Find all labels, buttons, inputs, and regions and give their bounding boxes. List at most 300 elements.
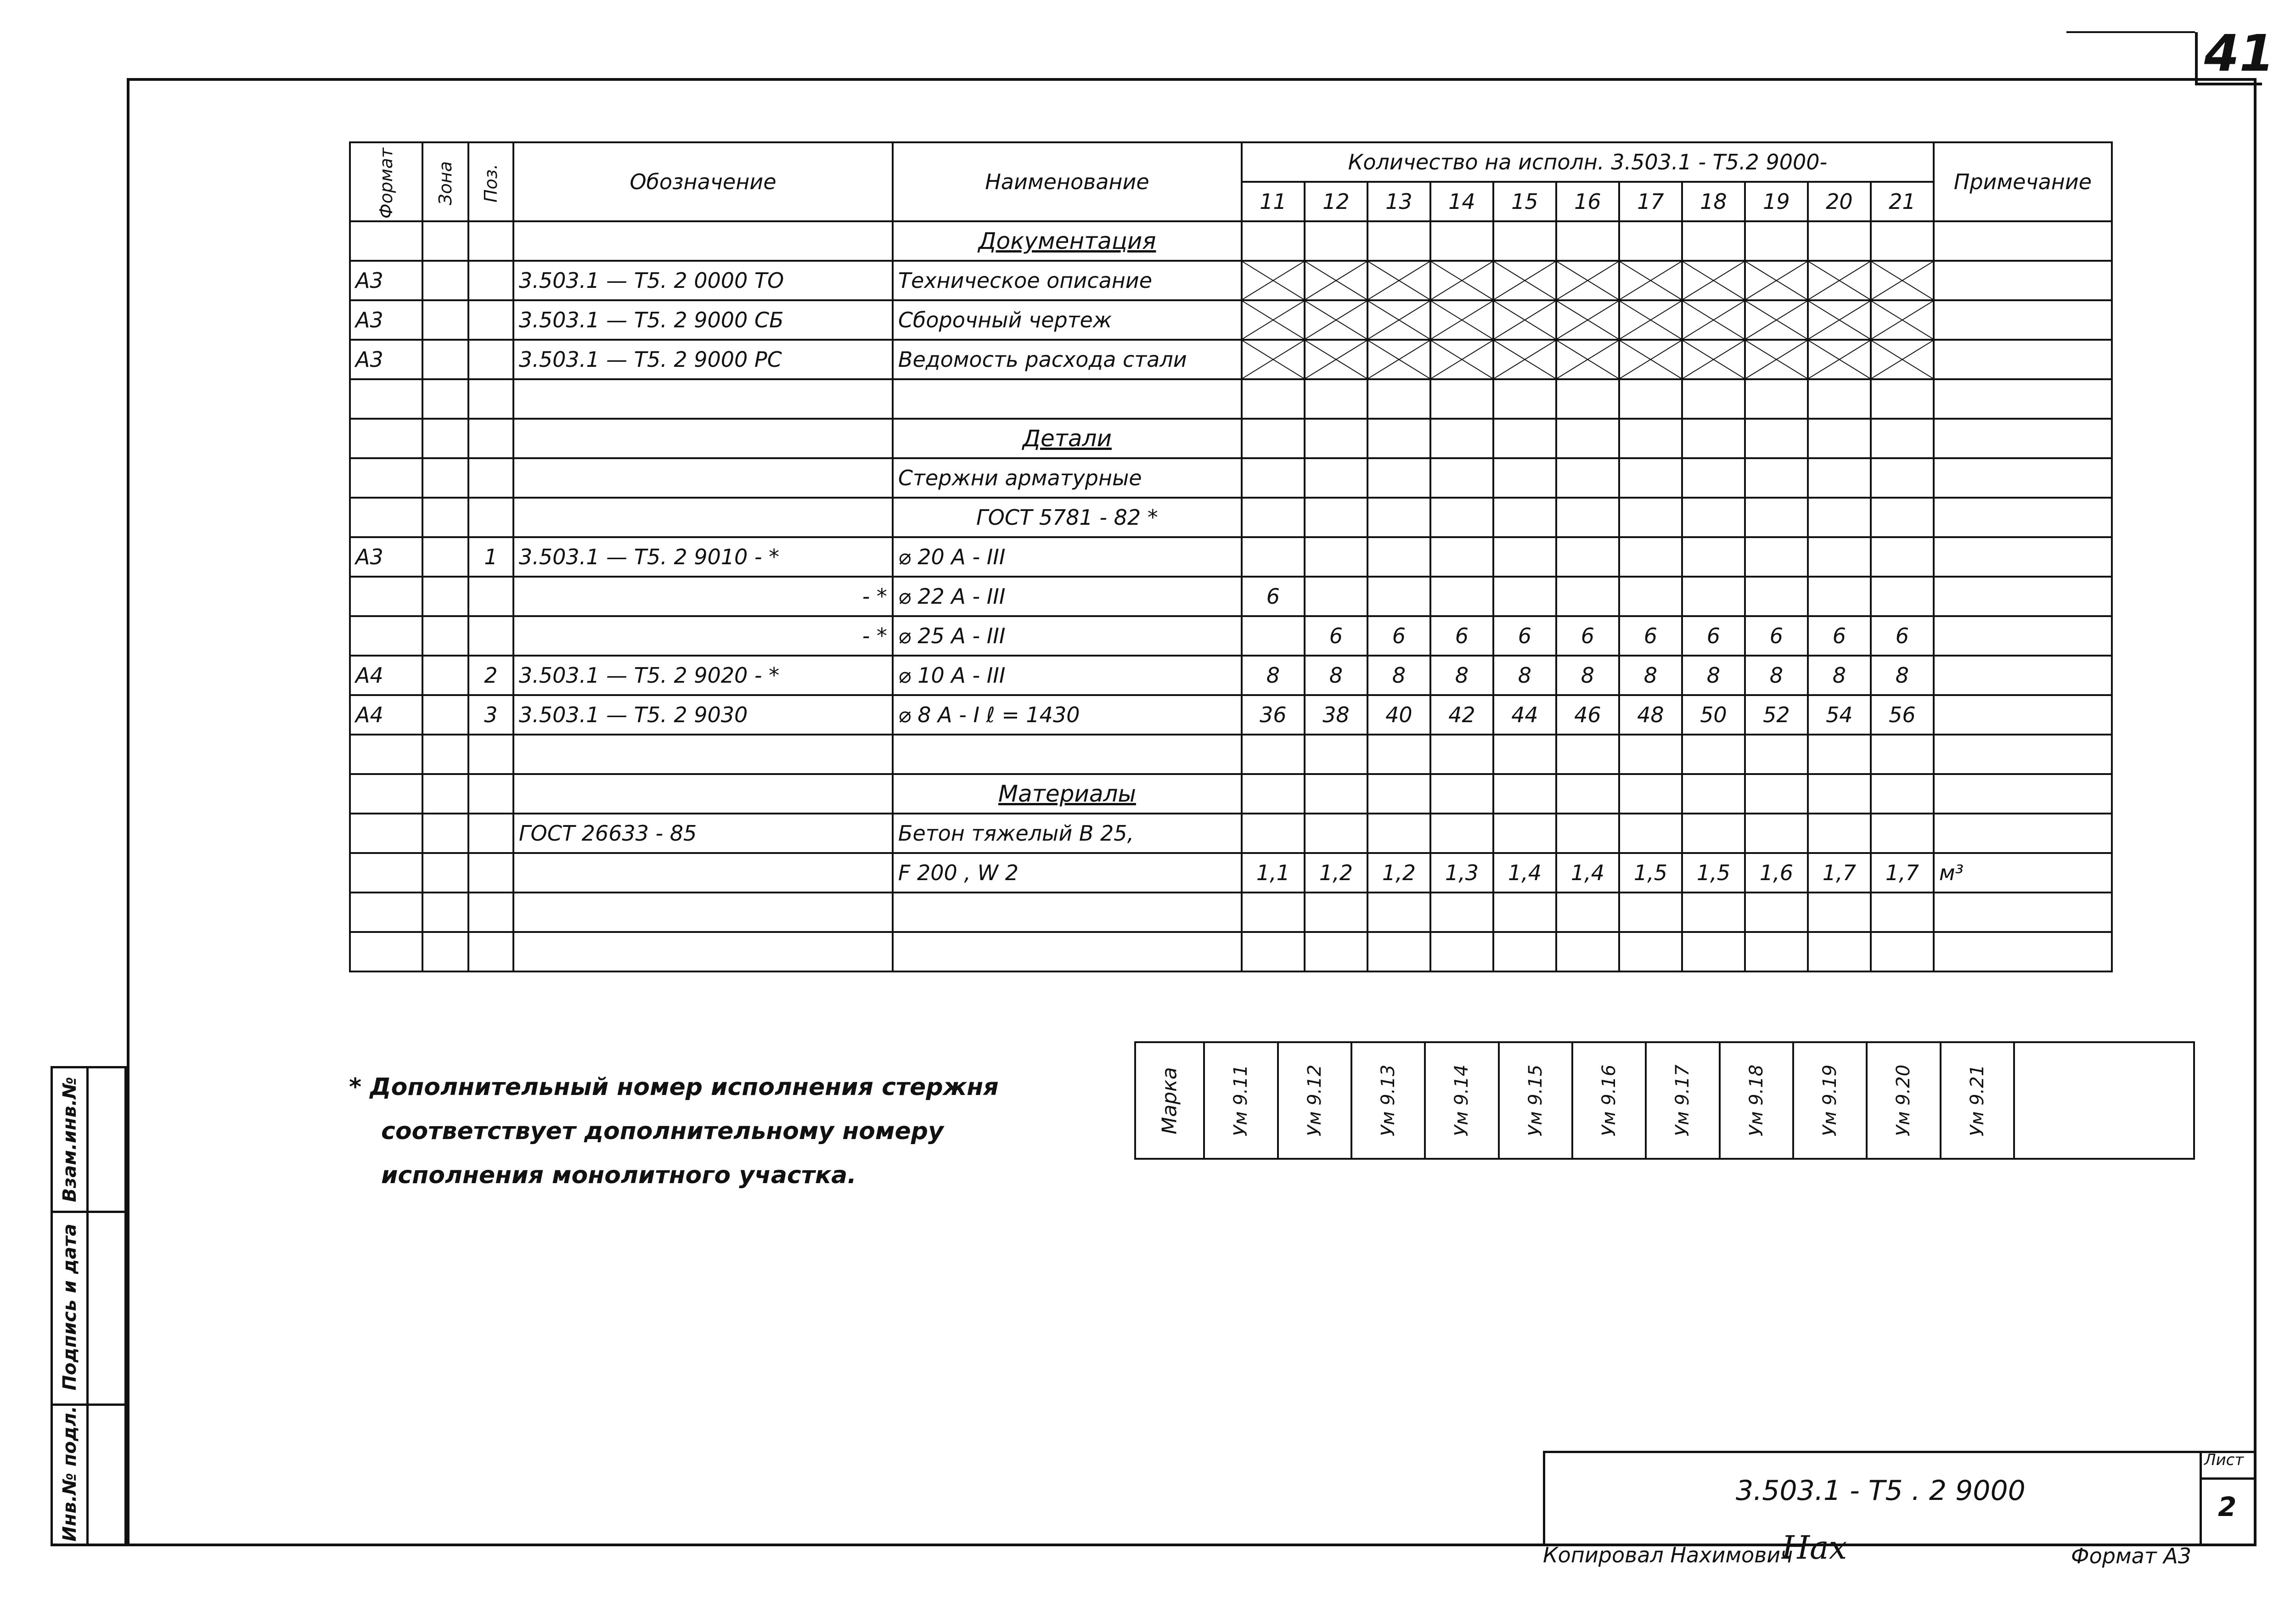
cell-designation bbox=[513, 853, 893, 893]
table-row bbox=[350, 893, 2112, 932]
header-variant: 13 bbox=[1367, 182, 1430, 221]
cell-designation bbox=[513, 735, 893, 774]
cell-name: ⌀ 22 А - III bbox=[893, 577, 1242, 616]
cell-quantity bbox=[1808, 221, 1871, 261]
cell-designation: 3.503.1 — Т5. 2 9030 bbox=[513, 695, 893, 735]
cell-crossed bbox=[1556, 300, 1619, 340]
cell-position bbox=[468, 340, 513, 379]
top-line bbox=[2066, 31, 2195, 33]
marka-cell: Ум 9.15 bbox=[1499, 1042, 1572, 1159]
table-row bbox=[350, 221, 2112, 261]
side-stamp bbox=[51, 1066, 127, 1546]
cell-quantity bbox=[1493, 735, 1556, 774]
cell-quantity: 44 bbox=[1493, 695, 1556, 735]
cell-note bbox=[1934, 656, 2112, 695]
cell-quantity: 1,6 bbox=[1745, 853, 1808, 893]
cell-quantity bbox=[1745, 419, 1808, 458]
cell-quantity bbox=[1305, 458, 1367, 498]
side-label-podpis: Подпись и дата bbox=[59, 1224, 80, 1391]
cell-quantity: 6 bbox=[1619, 616, 1682, 656]
cell-quantity bbox=[1745, 932, 1808, 971]
marka-cell: Ум 9.18 bbox=[1720, 1042, 1793, 1159]
marka-cell: Ум 9.20 bbox=[1867, 1042, 1940, 1159]
cell-quantity bbox=[1871, 932, 1934, 971]
footnote-line-2: соответствует дополнительному номеру bbox=[381, 1117, 944, 1145]
cell-quantity bbox=[1619, 774, 1682, 814]
cell-crossed bbox=[1808, 340, 1871, 379]
cell-quantity bbox=[1745, 814, 1808, 853]
cell-quantity bbox=[1871, 498, 1934, 537]
cell-quantity bbox=[1367, 893, 1430, 932]
cell-quantity bbox=[1808, 498, 1871, 537]
cell-note bbox=[1934, 221, 2112, 261]
cell-format: А3 bbox=[350, 537, 422, 577]
cell-crossed bbox=[1493, 300, 1556, 340]
cell-name: ⌀ 8 А - I ℓ = 1430 bbox=[893, 695, 1242, 735]
cell-name: Детали bbox=[893, 419, 1242, 458]
cell-quantity bbox=[1556, 774, 1619, 814]
cell-crossed bbox=[1493, 261, 1556, 300]
cell-quantity bbox=[1493, 221, 1556, 261]
cell-crossed bbox=[1367, 340, 1430, 379]
cell-name: Ведомость расхода стали bbox=[893, 340, 1242, 379]
cell-quantity bbox=[1242, 893, 1305, 932]
cell-quantity bbox=[1367, 221, 1430, 261]
cell-note bbox=[1934, 695, 2112, 735]
sheet-divider bbox=[2200, 1477, 2257, 1480]
table-row bbox=[350, 537, 2112, 577]
cell-crossed bbox=[1493, 340, 1556, 379]
cell-quantity bbox=[1871, 379, 1934, 419]
cell-quantity bbox=[1745, 537, 1808, 577]
cell-format bbox=[350, 616, 422, 656]
cell-quantity bbox=[1871, 577, 1934, 616]
header-variant: 11 bbox=[1242, 182, 1305, 221]
cell-quantity bbox=[1430, 893, 1493, 932]
cell-quantity: 6 bbox=[1493, 616, 1556, 656]
cell-quantity bbox=[1808, 774, 1871, 814]
cell-quantity bbox=[1305, 498, 1367, 537]
cell-position bbox=[468, 893, 513, 932]
cell-quantity bbox=[1556, 814, 1619, 853]
header-oboznachenie: Обозначение bbox=[513, 142, 893, 221]
cell-quantity: 1,2 bbox=[1367, 853, 1430, 893]
table-row bbox=[350, 695, 2112, 735]
cell-position bbox=[468, 735, 513, 774]
cell-quantity: 1,2 bbox=[1305, 853, 1367, 893]
cell-note bbox=[1934, 419, 2112, 458]
cell-quantity bbox=[1682, 577, 1745, 616]
cell-format bbox=[350, 853, 422, 893]
cell-quantity bbox=[1493, 932, 1556, 971]
cell-quantity bbox=[1430, 577, 1493, 616]
cell-crossed bbox=[1367, 300, 1430, 340]
cell-quantity bbox=[1430, 221, 1493, 261]
cell-designation: 3.503.1 — Т5. 2 9020 - * bbox=[513, 656, 893, 695]
cell-note bbox=[1934, 458, 2112, 498]
cell-crossed bbox=[1430, 300, 1493, 340]
header-naimenovanie: Наименование bbox=[893, 142, 1242, 221]
cell-zona bbox=[422, 616, 468, 656]
cell-quantity bbox=[1493, 537, 1556, 577]
side-row-zam bbox=[53, 1068, 124, 1213]
cell-quantity: 48 bbox=[1619, 695, 1682, 735]
cell-zona bbox=[422, 458, 468, 498]
cell-quantity bbox=[1619, 498, 1682, 537]
cell-note bbox=[1934, 537, 2112, 577]
cell-quantity bbox=[1745, 893, 1808, 932]
specification-table bbox=[349, 141, 2113, 972]
cell-crossed bbox=[1242, 300, 1305, 340]
cell-crossed bbox=[1871, 261, 1934, 300]
cell-zona bbox=[422, 853, 468, 893]
cell-crossed bbox=[1871, 340, 1934, 379]
cell-format bbox=[350, 893, 422, 932]
cell-name: ⌀ 20 А - III bbox=[893, 537, 1242, 577]
side-label-zam: Взам.инв.№ bbox=[59, 1077, 80, 1202]
frame-bottom-line bbox=[51, 1544, 1543, 1546]
cell-quantity bbox=[1305, 814, 1367, 853]
cell-quantity bbox=[1682, 932, 1745, 971]
cell-quantity bbox=[1619, 537, 1682, 577]
cell-quantity bbox=[1305, 932, 1367, 971]
copier-signature: Нах bbox=[1782, 1529, 1847, 1566]
cell-designation bbox=[513, 774, 893, 814]
cell-quantity: 6 bbox=[1871, 616, 1934, 656]
cell-designation bbox=[513, 932, 893, 971]
cell-quantity bbox=[1430, 774, 1493, 814]
cell-quantity bbox=[1556, 735, 1619, 774]
cell-format bbox=[350, 379, 422, 419]
cell-quantity bbox=[1619, 419, 1682, 458]
cell-crossed bbox=[1745, 300, 1808, 340]
cell-quantity bbox=[1682, 498, 1745, 537]
cell-note bbox=[1934, 379, 2112, 419]
header-variant: 20 bbox=[1808, 182, 1871, 221]
cell-quantity: 1,5 bbox=[1619, 853, 1682, 893]
cell-designation: - * bbox=[513, 577, 893, 616]
cell-quantity: 42 bbox=[1430, 695, 1493, 735]
marka-cell: Ум 9.21 bbox=[1941, 1042, 2014, 1159]
cell-quantity: 1,4 bbox=[1493, 853, 1556, 893]
cell-quantity: 56 bbox=[1871, 695, 1934, 735]
cell-quantity bbox=[1682, 893, 1745, 932]
cell-quantity bbox=[1556, 537, 1619, 577]
cell-quantity bbox=[1619, 221, 1682, 261]
cell-format bbox=[350, 577, 422, 616]
cell-quantity bbox=[1871, 221, 1934, 261]
cell-position bbox=[468, 221, 513, 261]
cell-quantity: 1,1 bbox=[1242, 853, 1305, 893]
cell-designation bbox=[513, 419, 893, 458]
cell-designation bbox=[513, 379, 893, 419]
cell-name bbox=[893, 379, 1242, 419]
page-number: 41 bbox=[2204, 24, 2275, 83]
marka-table bbox=[1134, 1041, 2195, 1160]
cell-quantity bbox=[1367, 419, 1430, 458]
cell-quantity: 8 bbox=[1808, 656, 1871, 695]
cell-quantity bbox=[1430, 379, 1493, 419]
marka-cell: Ум 9.12 bbox=[1278, 1042, 1351, 1159]
cell-quantity bbox=[1493, 893, 1556, 932]
marka-cell: Ум 9.14 bbox=[1425, 1042, 1498, 1159]
cell-quantity bbox=[1745, 221, 1808, 261]
cell-format: А3 bbox=[350, 340, 422, 379]
header-variant: 14 bbox=[1430, 182, 1493, 221]
cell-position bbox=[468, 458, 513, 498]
cell-quantity bbox=[1242, 774, 1305, 814]
cell-quantity bbox=[1493, 379, 1556, 419]
cell-designation: 3.503.1 — Т5. 2 9000 СБ bbox=[513, 300, 893, 340]
cell-quantity bbox=[1493, 774, 1556, 814]
cell-crossed bbox=[1242, 340, 1305, 379]
table-row bbox=[350, 340, 2112, 379]
cell-quantity: 8 bbox=[1682, 656, 1745, 695]
cell-note: м³ bbox=[1934, 853, 2112, 893]
cell-quantity: 8 bbox=[1556, 656, 1619, 695]
cell-format bbox=[350, 774, 422, 814]
cell-quantity bbox=[1808, 458, 1871, 498]
cell-format: А3 bbox=[350, 261, 422, 300]
sheet-label: Лист bbox=[2204, 1451, 2244, 1469]
cell-crossed bbox=[1430, 340, 1493, 379]
cell-quantity bbox=[1367, 814, 1430, 853]
cell-format: А4 bbox=[350, 656, 422, 695]
cell-designation bbox=[513, 458, 893, 498]
cell-quantity bbox=[1242, 537, 1305, 577]
cell-crossed bbox=[1430, 261, 1493, 300]
cell-crossed bbox=[1808, 300, 1871, 340]
cell-quantity bbox=[1808, 537, 1871, 577]
header-kolichestvo: Количество на исполн. 3.503.1 - Т5.2 9000- bbox=[1242, 142, 1934, 182]
table-row bbox=[350, 419, 2112, 458]
cell-format bbox=[350, 458, 422, 498]
cell-note bbox=[1934, 893, 2112, 932]
cell-quantity bbox=[1367, 379, 1430, 419]
cell-note bbox=[1934, 774, 2112, 814]
cell-crossed bbox=[1871, 300, 1934, 340]
cell-quantity: 8 bbox=[1367, 656, 1430, 695]
cell-designation: 3.503.1 — Т5. 2 9010 - * bbox=[513, 537, 893, 577]
footnote bbox=[349, 1065, 999, 1197]
cell-quantity bbox=[1430, 419, 1493, 458]
cell-quantity: 8 bbox=[1745, 656, 1808, 695]
cell-position bbox=[468, 577, 513, 616]
header-variant: 21 bbox=[1871, 182, 1934, 221]
cell-quantity bbox=[1242, 498, 1305, 537]
cell-zona bbox=[422, 498, 468, 537]
cell-quantity bbox=[1556, 379, 1619, 419]
cell-crossed bbox=[1305, 300, 1367, 340]
cell-quantity: 6 bbox=[1367, 616, 1430, 656]
cell-crossed bbox=[1305, 340, 1367, 379]
cell-quantity bbox=[1493, 814, 1556, 853]
cell-quantity bbox=[1619, 458, 1682, 498]
header-poz: Поз. bbox=[468, 142, 513, 221]
cell-crossed bbox=[1556, 261, 1619, 300]
side-row-inv bbox=[53, 1404, 124, 1544]
cell-name: Документация bbox=[893, 221, 1242, 261]
cell-crossed bbox=[1745, 261, 1808, 300]
cell-quantity bbox=[1430, 735, 1493, 774]
cell-quantity bbox=[1305, 537, 1367, 577]
cell-quantity bbox=[1242, 616, 1305, 656]
cell-quantity bbox=[1682, 458, 1745, 498]
table-row bbox=[350, 379, 2112, 419]
cell-zona bbox=[422, 695, 468, 735]
header-variant: 18 bbox=[1682, 182, 1745, 221]
cell-quantity: 46 bbox=[1556, 695, 1619, 735]
cell-quantity: 6 bbox=[1682, 616, 1745, 656]
cell-quantity bbox=[1619, 814, 1682, 853]
table-row bbox=[350, 932, 2112, 971]
cell-name: ГОСТ 5781 - 82 * bbox=[893, 498, 1242, 537]
cell-name bbox=[893, 735, 1242, 774]
cell-quantity bbox=[1745, 774, 1808, 814]
cell-zona bbox=[422, 419, 468, 458]
cell-name: Техническое описание bbox=[893, 261, 1242, 300]
cell-quantity: 1,4 bbox=[1556, 853, 1619, 893]
cell-note bbox=[1934, 300, 2112, 340]
cell-format bbox=[350, 419, 422, 458]
header-variant: 15 bbox=[1493, 182, 1556, 221]
cell-quantity bbox=[1305, 735, 1367, 774]
cell-quantity bbox=[1682, 735, 1745, 774]
table-row bbox=[350, 735, 2112, 774]
cell-quantity bbox=[1871, 735, 1934, 774]
cell-quantity bbox=[1871, 893, 1934, 932]
cell-note bbox=[1934, 932, 2112, 971]
cell-quantity: 52 bbox=[1745, 695, 1808, 735]
cell-quantity: 8 bbox=[1242, 656, 1305, 695]
footnote-line-1: * Дополнительный номер исполнения стержня bbox=[349, 1073, 999, 1101]
cell-quantity bbox=[1493, 498, 1556, 537]
cell-quantity bbox=[1682, 537, 1745, 577]
cell-quantity bbox=[1430, 932, 1493, 971]
header-variant: 19 bbox=[1745, 182, 1808, 221]
cell-name bbox=[893, 893, 1242, 932]
cell-quantity bbox=[1871, 419, 1934, 458]
cell-note bbox=[1934, 577, 2112, 616]
cell-quantity bbox=[1745, 379, 1808, 419]
cell-quantity bbox=[1808, 379, 1871, 419]
cell-zona bbox=[422, 656, 468, 695]
cell-note bbox=[1934, 340, 2112, 379]
cell-position: 3 bbox=[468, 695, 513, 735]
marka-cell: Ум 9.16 bbox=[1572, 1042, 1646, 1159]
cell-quantity bbox=[1242, 735, 1305, 774]
cell-quantity bbox=[1556, 419, 1619, 458]
cell-quantity bbox=[1682, 814, 1745, 853]
cell-quantity bbox=[1367, 932, 1430, 971]
cell-quantity: 8 bbox=[1305, 656, 1367, 695]
sheet-number: 2 bbox=[2218, 1491, 2237, 1522]
cell-quantity bbox=[1682, 419, 1745, 458]
cell-quantity bbox=[1367, 498, 1430, 537]
cell-zona bbox=[422, 300, 468, 340]
cell-quantity: 8 bbox=[1430, 656, 1493, 695]
cell-quantity bbox=[1871, 458, 1934, 498]
cell-position bbox=[468, 853, 513, 893]
cell-quantity: 1,5 bbox=[1682, 853, 1745, 893]
table-row bbox=[350, 774, 2112, 814]
cell-quantity bbox=[1619, 577, 1682, 616]
cell-zona bbox=[422, 893, 468, 932]
cell-quantity bbox=[1556, 458, 1619, 498]
cell-position bbox=[468, 774, 513, 814]
cell-zona bbox=[422, 379, 468, 419]
side-label-inv: Инв.№ подл. bbox=[59, 1406, 80, 1542]
cell-quantity: 40 bbox=[1367, 695, 1430, 735]
cell-name: ⌀ 25 А - III bbox=[893, 616, 1242, 656]
document-code: 3.503.1 - Т5 . 2 9000 bbox=[1736, 1475, 2026, 1507]
header-variant: 12 bbox=[1305, 182, 1367, 221]
cell-note bbox=[1934, 814, 2112, 853]
cell-designation: 3.503.1 — Т5. 2 9000 РС bbox=[513, 340, 893, 379]
table-row bbox=[350, 300, 2112, 340]
cell-quantity bbox=[1305, 379, 1367, 419]
cell-crossed bbox=[1682, 300, 1745, 340]
cell-quantity bbox=[1619, 893, 1682, 932]
cell-crossed bbox=[1619, 340, 1682, 379]
cell-position bbox=[468, 932, 513, 971]
cell-quantity bbox=[1493, 458, 1556, 498]
marka-cell: Ум 9.11 bbox=[1204, 1042, 1277, 1159]
cell-quantity bbox=[1305, 221, 1367, 261]
cell-format bbox=[350, 221, 422, 261]
cell-quantity bbox=[1556, 221, 1619, 261]
cell-quantity bbox=[1682, 774, 1745, 814]
cell-note bbox=[1934, 616, 2112, 656]
cell-position bbox=[468, 814, 513, 853]
cell-format: А4 bbox=[350, 695, 422, 735]
cell-crossed bbox=[1556, 340, 1619, 379]
cell-name bbox=[893, 932, 1242, 971]
cell-quantity bbox=[1242, 932, 1305, 971]
cell-crossed bbox=[1808, 261, 1871, 300]
table-row bbox=[350, 498, 2112, 537]
cell-quantity: 36 bbox=[1242, 695, 1305, 735]
cell-quantity bbox=[1808, 893, 1871, 932]
cell-position: 2 bbox=[468, 656, 513, 695]
cell-name: Стержни арматурные bbox=[893, 458, 1242, 498]
cell-quantity: 1,7 bbox=[1871, 853, 1934, 893]
cell-position bbox=[468, 419, 513, 458]
cell-crossed bbox=[1305, 261, 1367, 300]
cell-name: Сборочный чертеж bbox=[893, 300, 1242, 340]
cell-quantity bbox=[1367, 537, 1430, 577]
cell-zona bbox=[422, 221, 468, 261]
cell-quantity: 38 bbox=[1305, 695, 1367, 735]
cell-quantity bbox=[1556, 498, 1619, 537]
header-variant: 16 bbox=[1556, 182, 1619, 221]
cell-quantity bbox=[1305, 577, 1367, 616]
cell-quantity bbox=[1871, 537, 1934, 577]
cell-quantity bbox=[1367, 774, 1430, 814]
cell-quantity bbox=[1430, 537, 1493, 577]
cell-quantity: 6 bbox=[1242, 577, 1305, 616]
cell-quantity bbox=[1305, 893, 1367, 932]
cell-quantity bbox=[1808, 577, 1871, 616]
cell-name: Материалы bbox=[893, 774, 1242, 814]
cell-name: F 200 , W 2 bbox=[893, 853, 1242, 893]
cell-position bbox=[468, 300, 513, 340]
cell-quantity: 6 bbox=[1745, 616, 1808, 656]
cell-crossed bbox=[1242, 261, 1305, 300]
cell-quantity bbox=[1367, 735, 1430, 774]
header-primechanie: Примечание bbox=[1934, 142, 2112, 221]
cell-quantity bbox=[1430, 814, 1493, 853]
